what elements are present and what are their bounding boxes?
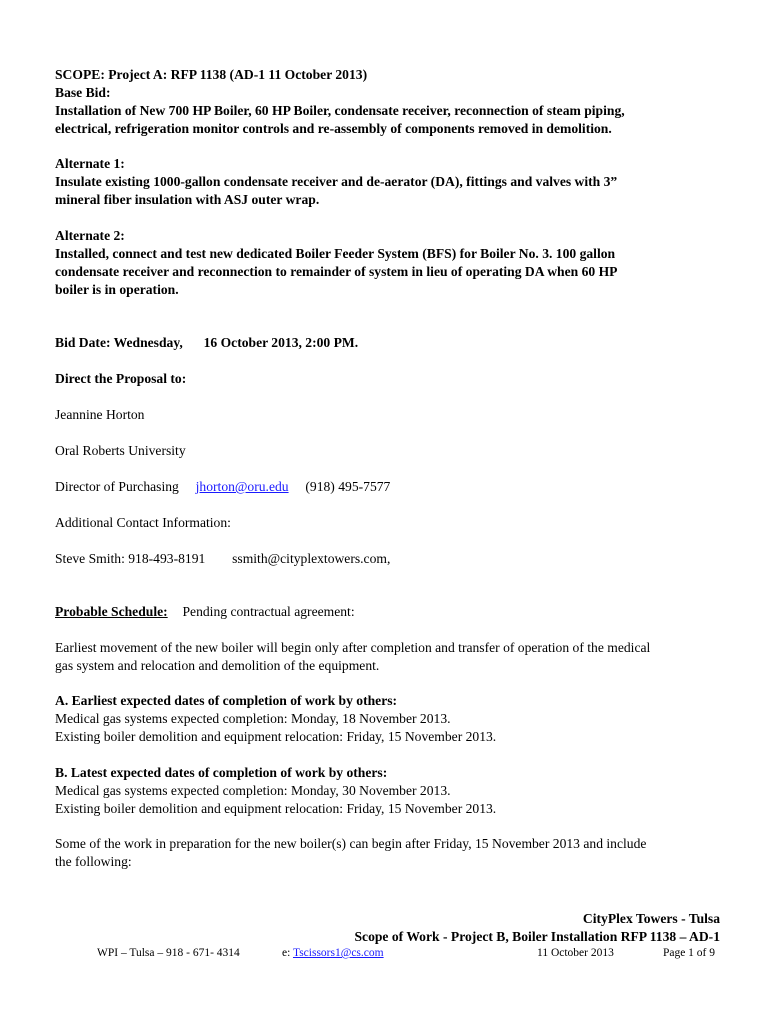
alternate-2-text-2: condensate receiver and reconnection to remainder of system in lieu of operating DA when 60 HP [55,264,618,279]
schedule-b-line-1: Medical gas systems expected completion: Monday, 30 November 2013. [55,783,451,798]
bid-date-value: 16 October 2013, 2:00 PM. [203,335,359,350]
footer-scope-line: Scope of Work - Project B, Boiler Installation RFP 1138 – AD-1 [354,929,720,944]
schedule-paragraph-1 [55,639,720,675]
alternate-2-heading: Alternate 2: [55,228,125,243]
footer-wpi: WPI – Tulsa – 918 - 671- 4314 [97,947,240,959]
additional-contact-heading: Additional Contact Information: [55,515,231,530]
footer-email-prefix: e: [282,947,291,959]
base-bid-heading: Base Bid: [55,85,111,100]
steve-email: ssmith@cityplextowers.com, [232,551,391,566]
schedule-note: Pending contractual agreement: [182,604,355,619]
direct-proposal-heading: Direct the Proposal to: [55,371,187,386]
base-bid-text-1: Installation of New 700 HP Boiler, 60 HP Boiler, condensate receiver, reconnection of steam piping, [55,103,625,118]
alternate-2-section [55,227,720,299]
alternate-1-heading: Alternate 1: [55,156,125,171]
schedule-paragraph-2-line-2: the following: [55,854,132,869]
schedule-a-heading: A. Earliest expected dates of completion of work by others: [55,693,398,708]
contact-title: Director of Purchasing [55,479,179,494]
schedule-section-b [55,764,720,818]
alternate-1-text-2: mineral fiber insulation with ASJ outer wrap. [55,192,320,207]
footer-company: CityPlex Towers - Tulsa [582,911,720,926]
bid-date-label: Bid Date: Wednesday, [55,335,183,350]
contact-name: Jeannine Horton [55,407,145,422]
contact-phone: (918) 495-7577 [305,479,391,494]
schedule-section-a [55,692,720,746]
schedule-a-line-1: Medical gas systems expected completion: Monday, 18 November 2013. [55,711,451,726]
steve-contact-line [55,550,720,568]
contact-email-link[interactable]: jhorton@oru.edu [195,479,289,494]
footer-email-line [282,946,384,960]
scope-section [55,66,720,138]
scope-title: SCOPE: Project A: RFP 1138 (AD-1 11 October 2013) [55,67,368,82]
alternate-2-text-3: boiler is in operation. [55,282,179,297]
footer-email-link[interactable]: Tscissors1@cs.com [292,947,384,959]
schedule-b-line-2: Existing boiler demolition and equipment relocation: Friday, 15 November 2013. [55,801,497,816]
base-bid-text-2: electrical, refrigeration monitor controls and re-assembly of components removed in demolition. [55,121,612,136]
schedule-label: Probable Schedule: [55,604,168,619]
schedule-paragraph-1-line-1: Earliest movement of the new boiler will begin only after completion and transfer of operation of the medical [55,640,651,655]
schedule-heading-line [55,603,720,621]
contact-organization: Oral Roberts University [55,443,186,458]
footer-page-number: Page 1 of 9 [662,947,715,959]
schedule-paragraph-1-line-2: gas system and relocation and demolition of the equipment. [55,658,380,673]
schedule-a-line-2: Existing boiler demolition and equipment relocation: Friday, 15 November 2013. [55,729,497,744]
steve-phone: Steve Smith: 918-493-8191 [55,551,206,566]
bid-date [55,334,720,352]
schedule-paragraph-2 [55,835,720,871]
alternate-1-text-1: Insulate existing 1000-gallon condensate receiver and de-aerator (DA), fittings and valves with 3” [55,174,618,189]
alternate-2-text-1: Installed, connect and test new dedicated Boiler Feeder System (BFS) for Boiler No. 3. 100 gallon [55,246,616,261]
footer-date: 11 October 2013 [537,947,614,959]
schedule-paragraph-2-line-1: Some of the work in preparation for the new boiler(s) can begin after Friday, 15 November 2013 and include [55,836,647,851]
schedule-b-heading: B. Latest expected dates of completion of work by others: [55,765,388,780]
alternate-1-section [55,155,720,209]
contact-title-line [55,478,720,496]
